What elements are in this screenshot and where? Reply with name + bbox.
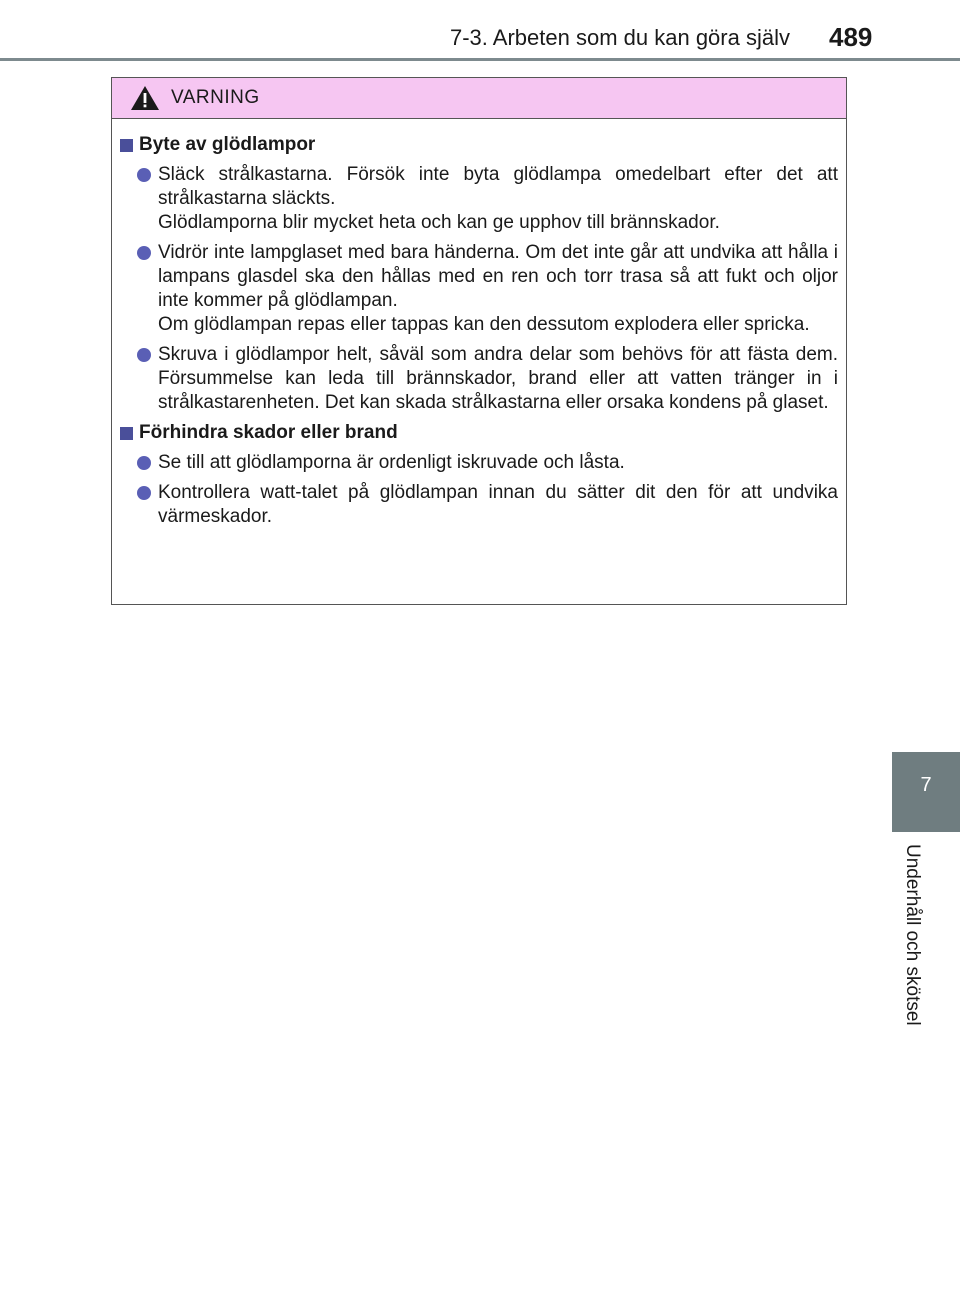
bullet-item — [120, 241, 838, 337]
warning-body — [112, 119, 846, 529]
circle-bullet-icon — [137, 486, 151, 500]
bullet-item — [120, 481, 838, 529]
circle-bullet-icon — [137, 348, 151, 362]
bullet-text: Glödlamporna blir mycket heta och kan ge upphov till brännskador. — [158, 212, 720, 233]
bullet-text: Kontrollera watt-talet på glödlampan innan du sätter dit den för att undvika värmeskador. — [158, 482, 838, 527]
chapter-label: Underhåll och skötsel — [902, 844, 923, 1026]
circle-bullet-icon — [137, 168, 151, 182]
square-bullet-icon — [120, 139, 133, 152]
chapter-tab — [892, 752, 960, 832]
chapter-number: 7 — [920, 774, 932, 796]
page-number: 489 — [829, 22, 873, 52]
circle-bullet-icon — [137, 246, 151, 260]
circle-bullet-icon — [137, 456, 151, 470]
bullet-text: Släck strålkastarna. Försök inte byta glödlampa omedelbart efter det att strålkastarna släckts. — [158, 164, 838, 209]
bullet-text: Vidrör inte lampglaset med bara händerna. Om det inte går att undvika att hålla i lampans glasdel ska den hållas med en ren och torr trasa så att fukt och oljor inte kommer på glödlampan. — [158, 242, 838, 311]
page-header — [0, 0, 960, 64]
bullet-text: Om glödlampan repas eller tappas kan den dessutom explodera eller spricka. — [158, 314, 810, 335]
warning-section — [120, 133, 838, 415]
section-heading — [120, 421, 838, 445]
section-title: 7-3. Arbeten som du kan göra själv — [450, 25, 790, 50]
warning-box — [111, 77, 847, 605]
bullet-item — [120, 451, 838, 475]
bullet-item — [120, 343, 838, 415]
warning-header — [112, 78, 846, 119]
bullet-text: Skruva i glödlampor helt, såväl som andra delar som behövs för att fästa dem. Försummelse kan leda till brännskador, brand eller att vatten tränger in i strålkastarenheten. Det kan skada strålkastarna eller orsaka kondens på glaset. — [158, 344, 838, 413]
warning-triangle-icon — [130, 85, 160, 111]
warning-section — [120, 421, 838, 529]
section-heading-text: Byte av glödlampor — [139, 134, 316, 155]
section-heading — [120, 133, 838, 157]
section-heading-text: Förhindra skador eller brand — [139, 422, 398, 443]
header-divider — [0, 58, 960, 61]
warning-title: VARNING — [171, 87, 260, 108]
square-bullet-icon — [120, 427, 133, 440]
bullet-text: Se till att glödlamporna är ordenligt iskruvade och låsta. — [158, 452, 625, 473]
bullet-item — [120, 163, 838, 235]
